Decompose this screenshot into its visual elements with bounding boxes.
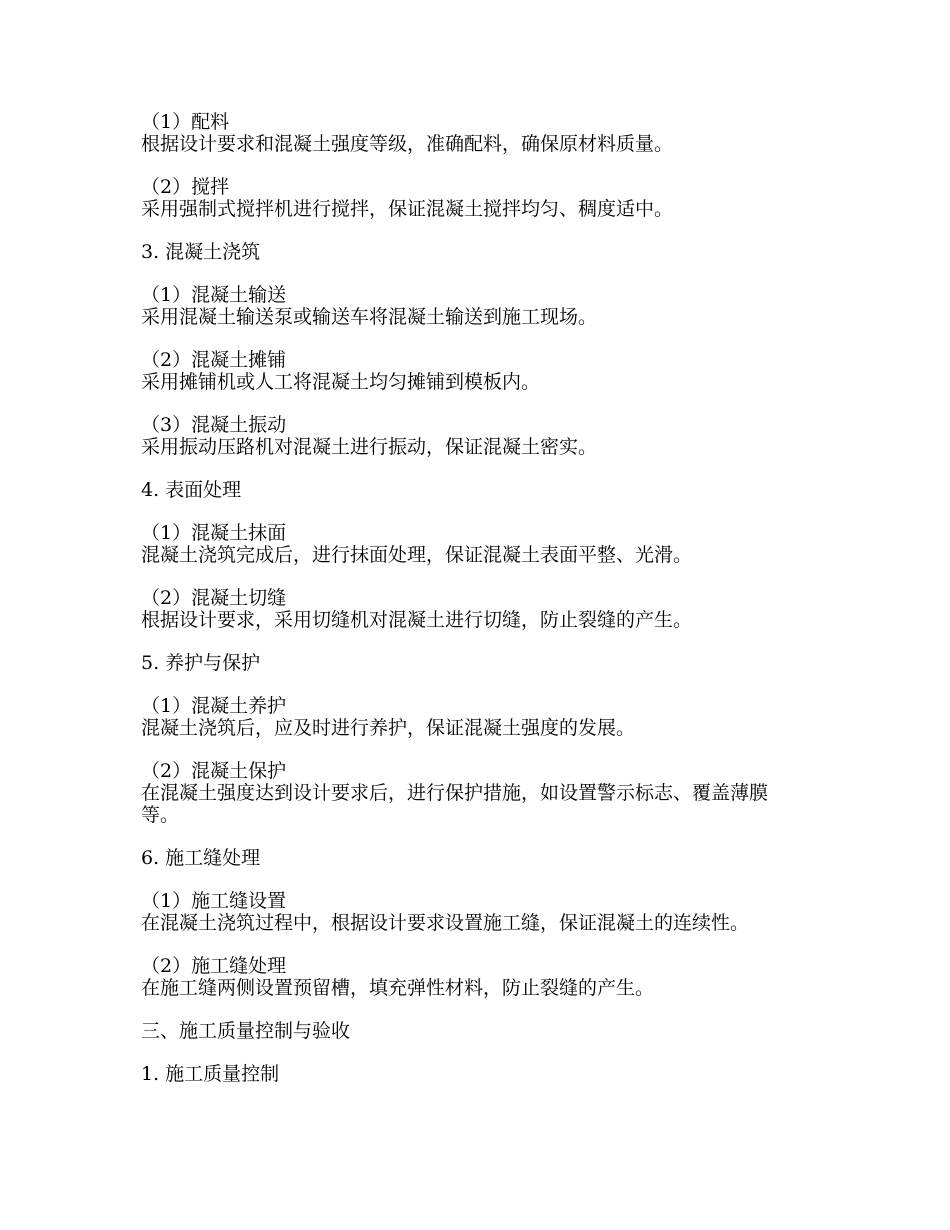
item-body: 根据设计要求和混凝土强度等级，准确配料，确保原材料质量。 xyxy=(141,133,674,155)
item-body: 混凝土浇筑完成后，进行抹面处理，保证混凝土表面平整、光滑。 xyxy=(141,544,693,566)
section-heading: 4. 表面处理 xyxy=(141,479,242,501)
section-heading: 3. 混凝土浇筑 xyxy=(141,241,261,263)
chapter-heading: 三、施工质量控制与验收 xyxy=(141,1020,351,1042)
item-title: （2）混凝土切缝 xyxy=(141,587,287,609)
item-title: （1）混凝土抹面 xyxy=(141,522,287,544)
item-title: （2）施工缝处理 xyxy=(141,955,287,977)
item-body: 采用混凝土输送泵或输送车将混凝土输送到施工现场。 xyxy=(141,306,598,328)
item-body: 在混凝土浇筑过程中，根据设计要求设置施工缝，保证混凝土的连续性。 xyxy=(141,912,750,934)
item-title: （1）混凝土输送 xyxy=(141,284,287,306)
item-title: （2）混凝土摊铺 xyxy=(141,349,287,371)
item-body: 采用振动压路机对混凝土进行振动，保证混凝土密实。 xyxy=(141,436,598,458)
item-body: 采用强制式搅拌机进行搅拌，保证混凝土搅拌均匀、稠度适中。 xyxy=(141,198,674,220)
item-title: （1）混凝土养护 xyxy=(141,695,287,717)
document-body xyxy=(141,111,801,1085)
item-body: 采用摊铺机或人工将混凝土均匀摊铺到模板内。 xyxy=(141,371,541,393)
item-title: （2）搅拌 xyxy=(141,176,230,198)
item-body: 在施工缝两侧设置预留槽，填充弹性材料，防止裂缝的产生。 xyxy=(141,977,655,999)
item-body: 混凝土浇筑后，应及时进行养护，保证混凝土强度的发展。 xyxy=(141,717,636,739)
item-body: 根据设计要求，采用切缝机对混凝土进行切缝，防止裂缝的产生。 xyxy=(141,609,693,631)
section-heading: 6. 施工缝处理 xyxy=(141,847,261,869)
item-title: （3）混凝土振动 xyxy=(141,414,287,436)
item-title: （2）混凝土保护 xyxy=(141,760,287,782)
item-body: 在混凝土强度达到设计要求后，进行保护措施，如设置警示标志、覆盖薄膜等。 xyxy=(141,782,769,826)
item-title: （1）施工缝设置 xyxy=(141,890,287,912)
section-heading: 1. 施工质量控制 xyxy=(141,1063,280,1085)
section-heading: 5. 养护与保护 xyxy=(141,652,261,674)
item-title: （1）配料 xyxy=(141,111,230,133)
